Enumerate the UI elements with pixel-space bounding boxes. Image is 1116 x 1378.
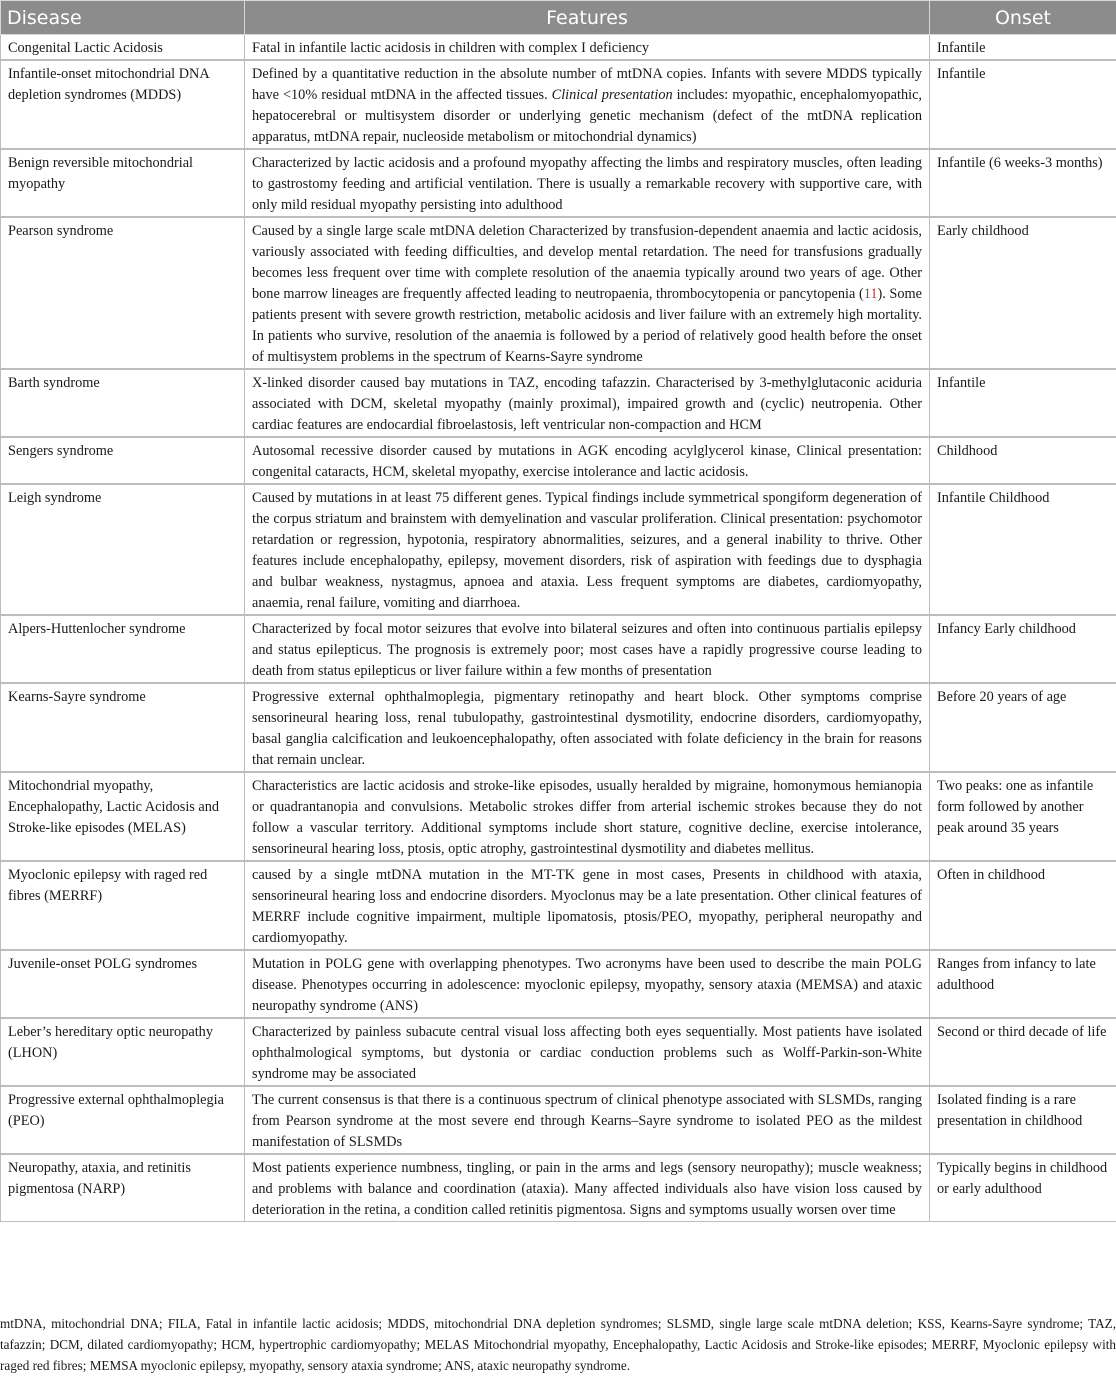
features-cell: X-linked disorder caused bay mutations in TAZ, encoding tafazzin. Characterised by 3-methylglutaconic aciduria associated with DCM, skeletal myopathy (mainly proximal), impaired growth and (cyclic) neutropenia. Other cardiac features are endocardial fibroelastosis, left ventricular non-compaction and HCM: [245, 369, 930, 437]
table-row: [1, 950, 1116, 1018]
disease-cell: Kearns-Sayre syndrome: [1, 683, 245, 772]
disease-cell: Sengers syndrome: [1, 437, 245, 484]
features-cell: Caused by mutations in at least 75 different genes. Typical findings include symmetrical spongiform degeneration of the corpus striatum and brainstem with demyelination and vascular proliferation. Clinical presentation: psychomotor retardation or regression, hypotonia, respiratory abnormalities, seizures, and a general inability to thrive. Other features include encephalopathy, epilepsy, movement disorders, risk of aspiration with feedings due to dysphagia and bulbar weakness, nystagmus, apnoea and ataxia. Less frequent symptoms are diabetes, cardiomyopathy, anaemia, renal failure, vomiting and diarrhoea.: [245, 484, 930, 615]
disease-cell: Benign reversible mitochondrial myopathy: [1, 149, 245, 217]
onset-cell: Isolated finding is a rare presentation in childhood: [930, 1086, 1116, 1154]
features-cell: Mutation in POLG gene with overlapping phenotypes. Two acronyms have been used to describe the main POLG disease. Phenotypes occurring in adolescence: myoclonic epilepsy, myopathy, sensory ataxia (MEMSA) and ataxic neuropathy syndrome (ANS): [245, 950, 930, 1018]
disease-cell: Juvenile-onset POLG syndromes: [1, 950, 245, 1018]
disease-cell: Mitochondrial myopathy, Encephalopathy, Lactic Acidosis and Stroke-like episodes (MELAS): [1, 772, 245, 861]
table-row: [1, 615, 1116, 683]
features-cell: Progressive external ophthalmoplegia, pigmentary retinopathy and heart block. Other symptoms comprise sensorineural hearing loss, renal tubulopathy, gastrointestinal dysmotility, endocrine disorders, cardiomyopathy, basal ganglia calcification and leukoencephalopathy, often associated with folate deficiency in the brain for reasons that remain unclear.: [245, 683, 930, 772]
onset-cell: Early childhood: [930, 217, 1116, 369]
features-cell: caused by a single mtDNA mutation in the MT-TK gene in most cases, Presents in childhood with ataxia, sensorineural hearing loss and endocrine disorders. Myoclonus may be a late presentation. Other clinical features of MERRF include cognitive impairment, multiple lipomatosis, ptosis/PEO, myopathy, peripheral neuropathy and cardiomyopathy.: [245, 861, 930, 950]
onset-cell: Infantile: [930, 60, 1116, 149]
header-features: Features: [245, 1, 930, 35]
disease-cell: Pearson syndrome: [1, 217, 245, 369]
disease-cell: Leigh syndrome: [1, 484, 245, 615]
onset-cell: Often in childhood: [930, 861, 1116, 950]
features-cell: Characteristics are lactic acidosis and stroke-like episodes, usually heralded by migraine, homonymous hemianopia or quadrantanopia and convulsions. Metabolic strokes differ from arterial ischemic strokes because they do not follow a vascular territory. Additional symptoms include short stature, cognitive decline, exercise intolerance, sensorineural hearing loss, ptosis, optic atrophy, gastrointestinal dysmotility and diabetes mellitus.: [245, 772, 930, 861]
table-row: [1, 861, 1116, 950]
features-cell: Most patients experience numbness, tingling, or pain in the arms and legs (sensory neuropathy); muscle weakness; and problems with balance and coordination (ataxia). Many affected individuals also have vision loss caused by deterioration in the retina, a condition called retinitis pigmentosa. Signs and symptoms usually worsen over time: [245, 1154, 930, 1222]
features-cell: Fatal in infantile lactic acidosis in children with complex I deficiency: [245, 35, 930, 61]
features-text: Defined by a quantitative reduction in the absolute number of mtDNA copies. Infants with severe MDDS typically have <10% residual mtDNA in the affected tissues.: [252, 66, 922, 103]
table-row: [1, 484, 1116, 615]
onset-cell: Before 20 years of age: [930, 683, 1116, 772]
header-disease: Disease: [1, 1, 245, 35]
onset-cell: Typically begins in childhood or early adulthood: [930, 1154, 1116, 1222]
disease-cell: Infantile-onset mitochondrial DNA depletion syndromes (MDDS): [1, 60, 245, 149]
features-cell: [245, 60, 930, 149]
table-row: [1, 1086, 1116, 1154]
table-row: [1, 369, 1116, 437]
disease-cell: Barth syndrome: [1, 369, 245, 437]
features-text: ). Some patients present with severe growth restriction, metabolic acidosis and liver failure with an extremely high mortality. In patients who survive, resolution of the anaemia is followed by a period of relatively good health before the onset of multisystem problems in the spectrum of Kearns-Sayre syndrome: [252, 286, 922, 365]
table-footnote: mtDNA, mitochondrial DNA; FILA, Fatal in infantile lactic acidosis; MDDS, mitochondrial DNA depletion syndromes; SLSMD, single large scale mtDNA deletion; KSS, Kearns-Sayre syndrome; TAZ, tafazzin; DCM, dilated cardiomyopathy; HCM, hypertrophic cardiomyopathy; MELAS Mitochondrial myopathy, Encephalopathy, Lactic Acidosis and Stroke-like episodes; MERRF, Myoclonic epilepsy with raged red fibres; MEMSA myoclonic epilepsy, myopathy, sensory ataxia syndrome; ANS, ataxic neuropathy syndrome.: [0, 1316, 1116, 1373]
table-row: [1, 1018, 1116, 1086]
disease-cell: Progressive external ophthalmoplegia (PEO): [1, 1086, 245, 1154]
table-header-row: [1, 1, 1116, 35]
onset-cell: Infantile: [930, 369, 1116, 437]
table-row: [1, 437, 1116, 484]
features-cell: The current consensus is that there is a continuous spectrum of clinical phenotype associated with SLSMDs, ranging from Pearson syndrome at the most severe end through Kearns–Sayre syndrome to isolated PEO as the mildest manifestation of SLSMDs: [245, 1086, 930, 1154]
table-row: [1, 60, 1116, 149]
header-onset: Onset: [930, 1, 1116, 35]
onset-cell: Infantile Childhood: [930, 484, 1116, 615]
disease-cell: Alpers-Huttenlocher syndrome: [1, 615, 245, 683]
table-row: [1, 217, 1116, 369]
reference-link[interactable]: 11: [863, 286, 878, 302]
disease-cell: Leber’s hereditary optic neuropathy (LHON): [1, 1018, 245, 1086]
table-row: [1, 35, 1116, 61]
features-emphasis: Clinical presentation: [551, 87, 673, 103]
features-cell: Characterized by lactic acidosis and a profound myopathy affecting the limbs and respiratory muscles, often leading to gastrostomy feeding and artificial ventilation. There is usually a remarkable recovery with supportive care, with only mild residual myopathy persisting into adulthood: [245, 149, 930, 217]
table-row: [1, 1154, 1116, 1222]
onset-cell: Infantile: [930, 35, 1116, 61]
table-row: [1, 772, 1116, 861]
onset-cell: Two peaks: one as infantile form followed by another peak around 35 years: [930, 772, 1116, 861]
table-row: [1, 149, 1116, 217]
disease-cell: Neuropathy, ataxia, and retinitis pigmentosa (NARP): [1, 1154, 245, 1222]
disease-cell: Myoclonic epilepsy with raged red fibres (MERRF): [1, 861, 245, 950]
onset-cell: Infantile (6 weeks-3 months): [930, 149, 1116, 217]
table-row: [1, 683, 1116, 772]
onset-cell: Second or third decade of life: [930, 1018, 1116, 1086]
features-cell: Autosomal recessive disorder caused by mutations in AGK encoding acylglycerol kinase, Clinical presentation: congenital cataracts, HCM, skeletal myopathy, exercise intolerance and lactic acidosis.: [245, 437, 930, 484]
features-cell: Characterized by painless subacute central visual loss affecting both eyes sequentially. Most patients have isolated ophthalmological symptoms, but dystonia or cardiac conduction problems such as Wolff-Parkin-son-White syndrome may be associated: [245, 1018, 930, 1086]
features-text: Caused by a single large scale mtDNA deletion Characterized by transfusion-dependent anaemia and lactic acidosis, variously associated with feeding difficulties, and develop mental retardation. The need for transfusions gradually becomes less frequent over time with complete resolution of the anaemia typically around two years of age. Other bone marrow lineages are frequently affected leading to neutropaenia, thrombocytopenia or pancytopenia (: [252, 223, 922, 302]
onset-cell: Infancy Early childhood: [930, 615, 1116, 683]
features-cell: Characterized by focal motor seizures that evolve into bilateral seizures and often into continuous partialis epilepsy and status epilepticus. The prognosis is extremely poor; most cases have a rapidly progressive course leading to death from status epilepticus or liver failure within a few months of presentation: [245, 615, 930, 683]
onset-cell: Childhood: [930, 437, 1116, 484]
features-cell: [245, 217, 930, 369]
disease-cell: Congenital Lactic Acidosis: [1, 35, 245, 61]
features-text: includes: myopathic, encephalomyopathic, hepatocerebral or multisystem disorder or underlying genetic mechanism (defect of the mtDNA replication apparatus, mtDNA repair, nucleoside metabolism or mitochondrial dynamics): [252, 87, 922, 145]
onset-cell: Ranges from infancy to late adulthood: [930, 950, 1116, 1018]
